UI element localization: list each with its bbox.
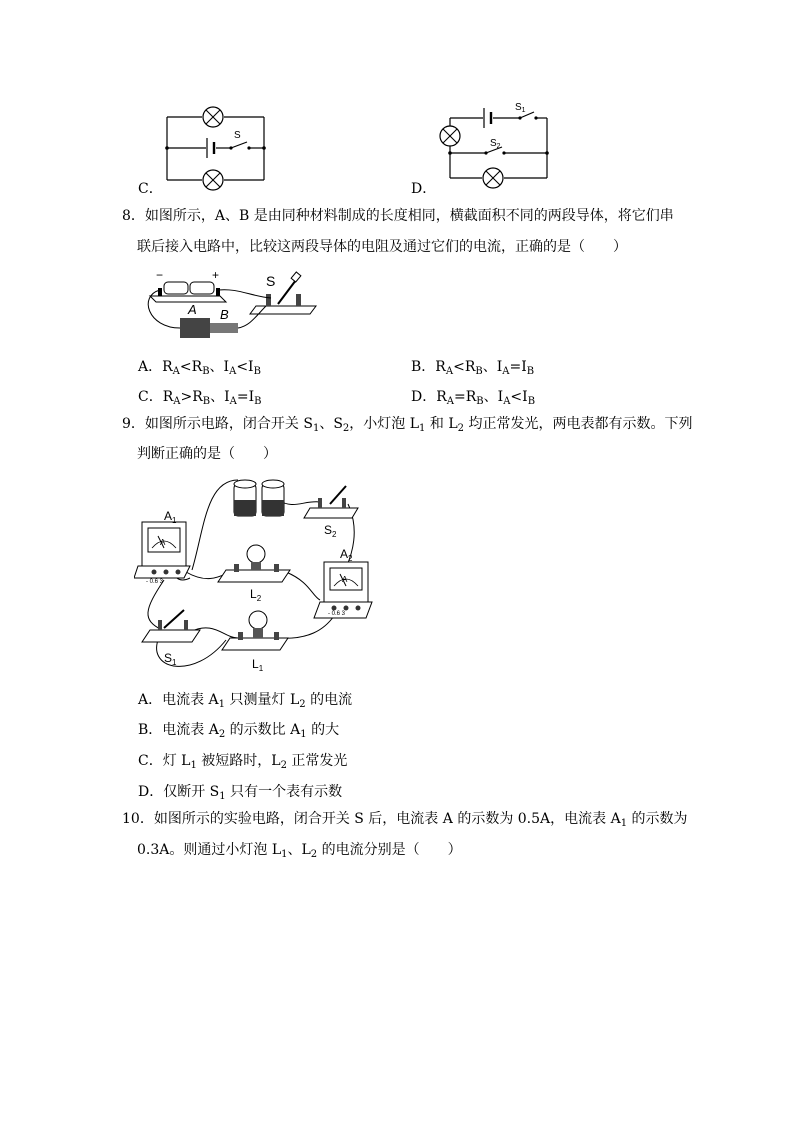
battery-icon [234, 480, 284, 516]
q8-figure [138, 266, 318, 346]
switch-s1-label: $S_1$ [515, 102, 526, 114]
q10-stem-line2: 0.3A。则通过小灯泡 $L_1$、$L_2$ 的电流分别是（ ） [137, 842, 462, 860]
q7-option-c-label: C． [138, 181, 163, 197]
q8-stem-line1: 8．如图所示，A、B 是由同种材料制成的长度相同，横截面积不同的两段导体，将它们串 [122, 208, 674, 224]
switch-s2-label: $S_2$ [324, 523, 337, 539]
lamp-l1-icon [222, 611, 288, 650]
conductor-b-label: B [220, 307, 229, 322]
lamp-l1-label: $L_1$ [252, 657, 264, 673]
q9-figure [134, 470, 374, 678]
ammeter-a2-terminals: - 0.6 3 [328, 611, 346, 617]
q8-option-c[interactable]: C．$R_A>R_B$、$I_A=I_B$ [138, 389, 262, 407]
switch-s1-label: $S_1$ [164, 651, 177, 667]
lamp-l2-icon [218, 545, 290, 582]
q9-stem-line2: 判断正确的是（ ） [137, 446, 277, 462]
q8-stem-line2: 联后接入电路中，比较这两段导体的电阻及通过它们的电流，正确的是（ ） [137, 239, 627, 255]
lamp-icon [440, 126, 460, 146]
lamp-icon [203, 107, 223, 127]
q9-option-d[interactable]: D．仅断开 $S_1$ 只有一个表有示数 [138, 784, 343, 802]
q7-option-d-label: D． [411, 181, 437, 197]
ammeter-a1-terminals: - 0.6 3 [146, 579, 164, 585]
ammeter-a1-scale: A [160, 538, 166, 547]
switch-s1-icon [142, 610, 200, 642]
q9-option-a[interactable]: A．电流表 $A_1$ 只测量灯 $L_2$ 的电流 [138, 692, 353, 710]
q8-option-b[interactable]: B．$R_A<R_B$、$I_A=I_B$ [411, 359, 535, 377]
q8-option-d[interactable]: D．$R_A=R_B$、$I_A<I_B$ [411, 389, 536, 407]
lamp-icon [483, 168, 503, 188]
q7-circuit-d [430, 98, 560, 194]
ammeter-a2-icon [314, 562, 372, 618]
battery-plus-label: + [212, 268, 220, 282]
battery-minus-label: − [156, 268, 164, 282]
switch-label: S [266, 273, 276, 289]
q9-option-c[interactable]: C．灯 $L_1$ 被短路时，$L_2$ 正常发光 [138, 753, 348, 771]
ammeter-a2-label: $A_2$ [340, 547, 353, 563]
ammeter-a1-label: $A_1$ [164, 509, 177, 525]
switch-label: S [234, 130, 241, 141]
q9-stem-line1: 9．如图所示电路，闭合开关 $S_1$、$S_2$，小灯泡 $L_1$ 和 $L_2$ 均正常发光，两电表都有示数。下列 [122, 416, 693, 434]
q9-option-b[interactable]: B．电流表 $A_2$ 的示数比 $A_1$ 的大 [138, 722, 340, 740]
q10-stem-line1: 10．如图所示的实验电路，闭合开关 S 后，电流表 A 的示数为 0.5A，电流表 $A_1$ 的示数为 [122, 811, 688, 829]
conductor-a-label: A [188, 302, 197, 317]
ammeter-a2-scale: A [342, 575, 348, 584]
lamp-icon [203, 170, 223, 190]
switch-s2-label: $S_2$ [490, 138, 501, 150]
q8-option-a[interactable]: A．$R_A<R_B$、$I_A<I_B$ [138, 359, 261, 377]
ammeter-a1-icon [134, 522, 190, 578]
lamp-l2-label: $L_2$ [250, 587, 262, 603]
